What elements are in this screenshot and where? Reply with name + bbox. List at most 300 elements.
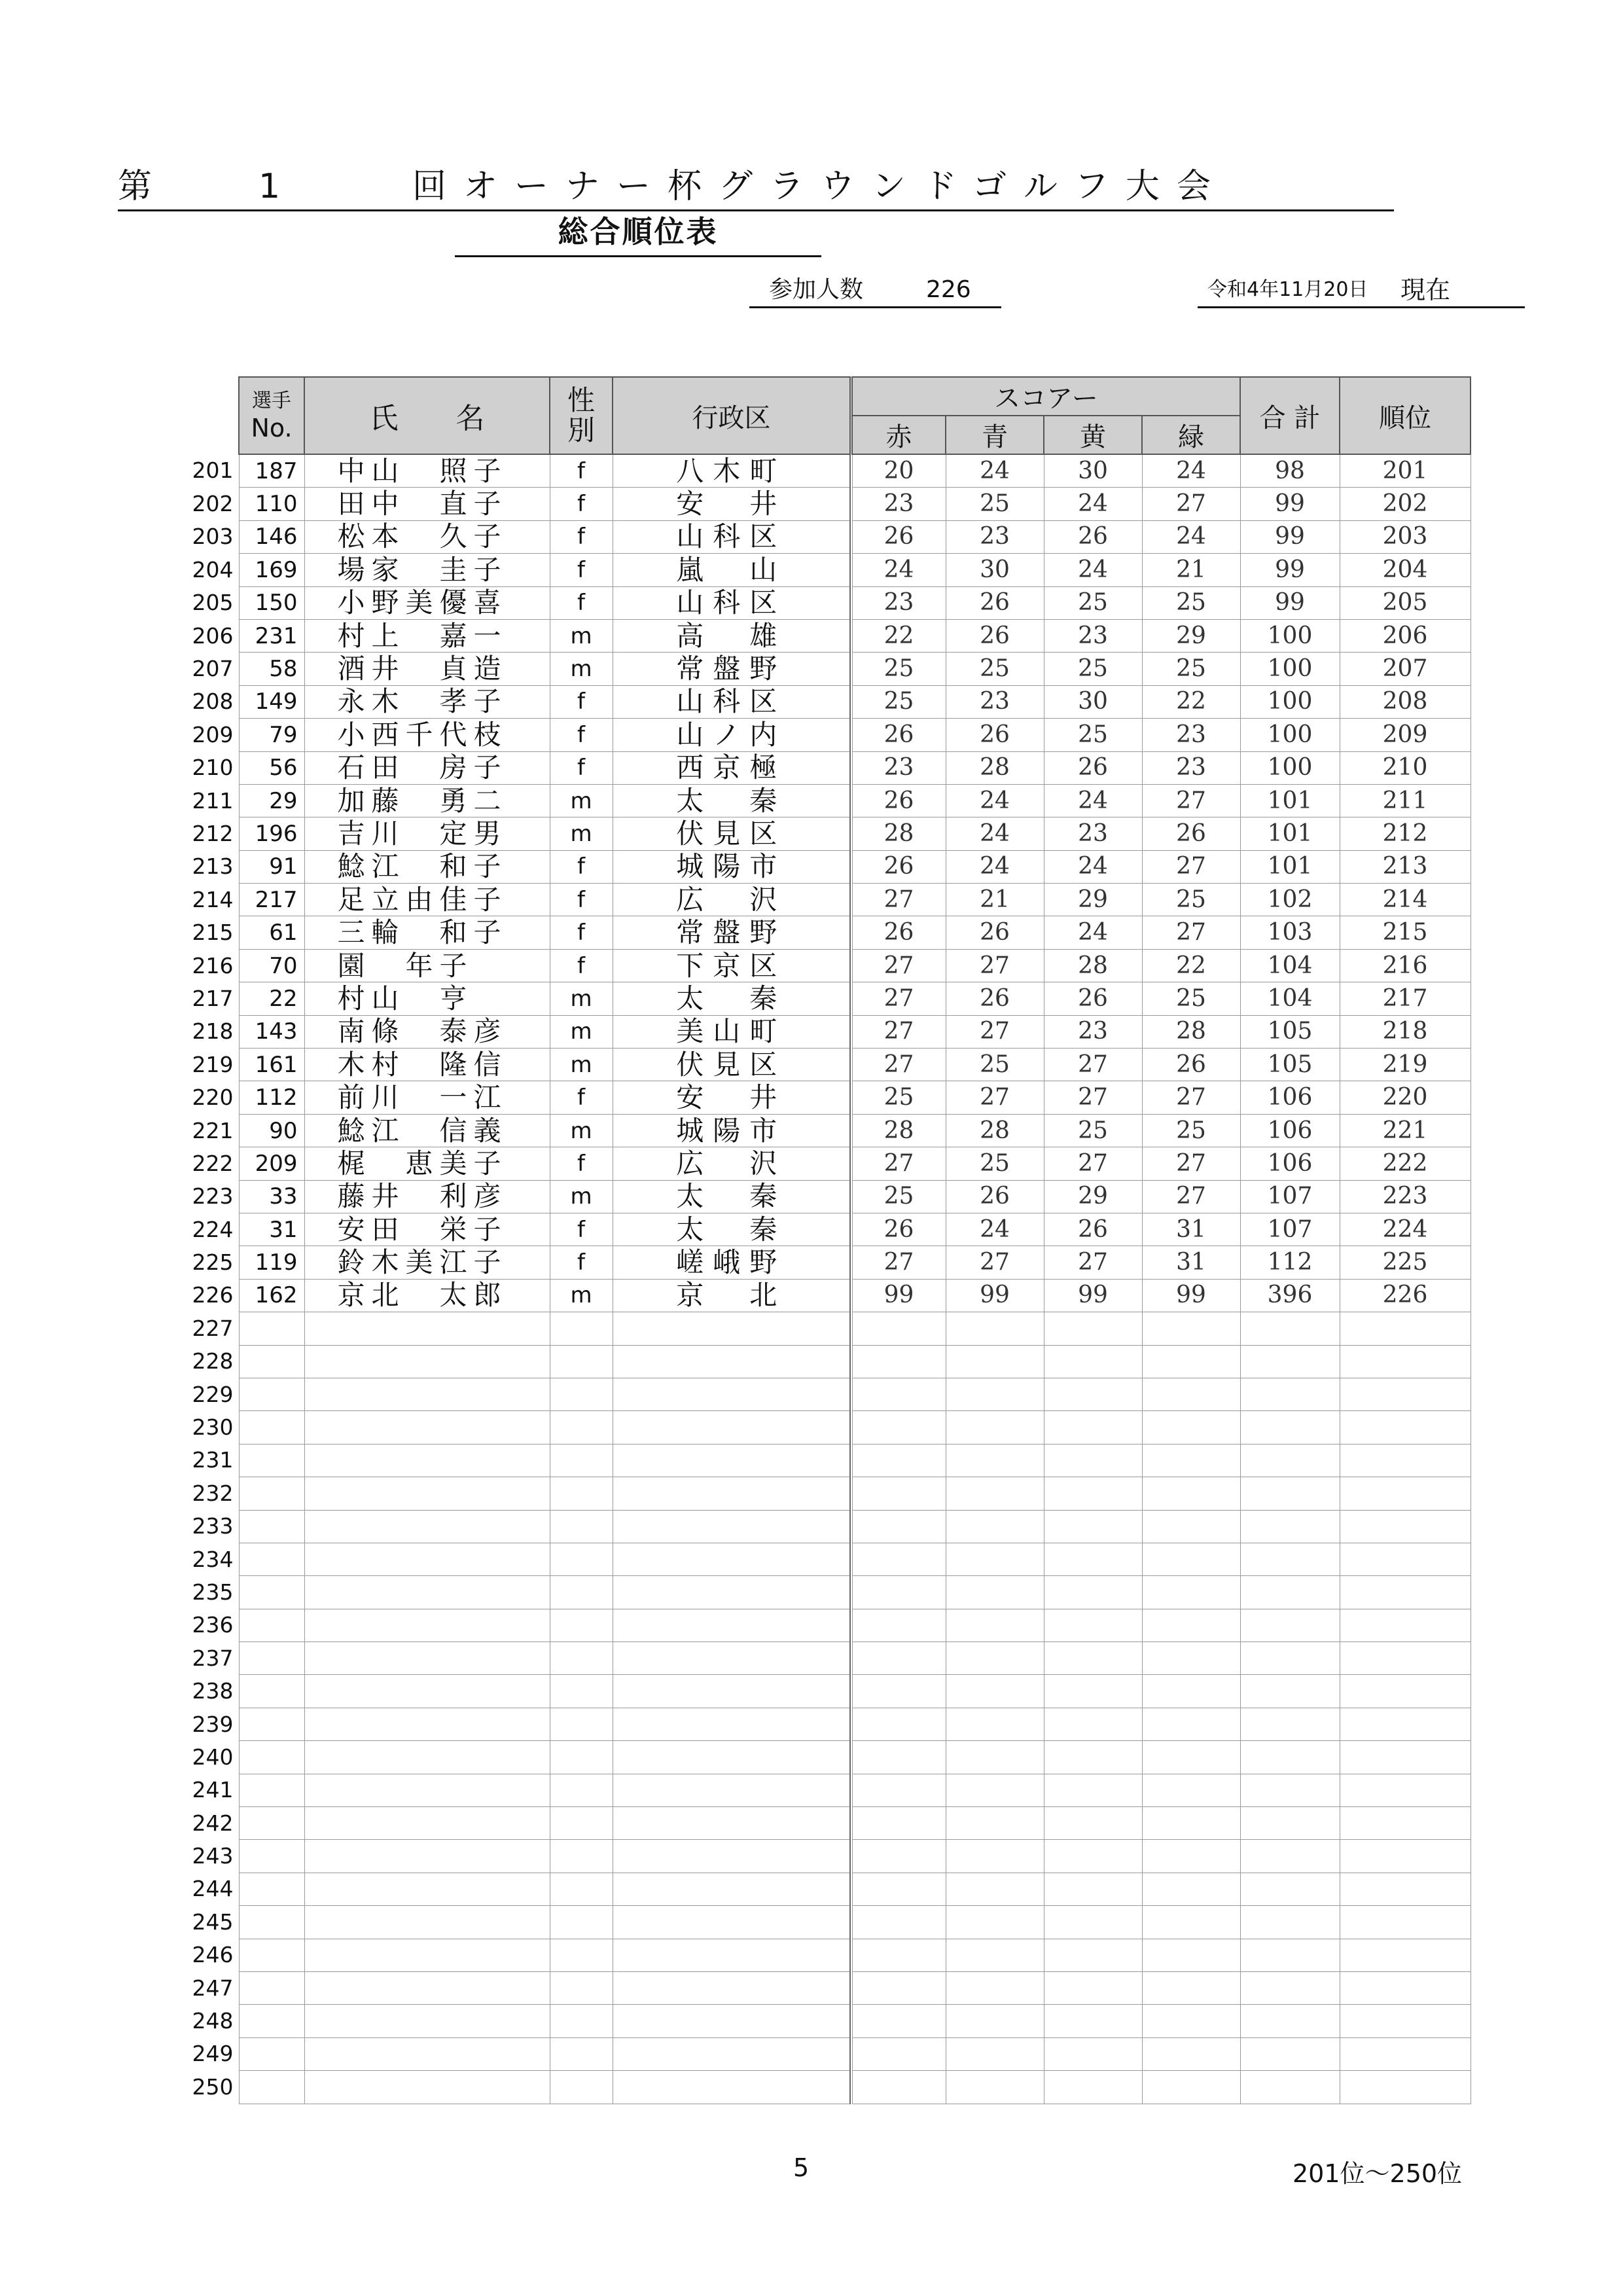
player-no-cell: [239, 1939, 304, 1971]
name-cell: [304, 1675, 550, 1708]
player-no-cell: [239, 2037, 304, 2070]
total-cell: [1240, 1708, 1340, 1740]
green-score-cell: [1142, 1807, 1240, 1840]
total-cell: [1240, 1477, 1340, 1510]
participant-count: [749, 274, 1001, 308]
red-score-cell: [852, 1378, 946, 1410]
total-cell: [1240, 1807, 1340, 1840]
yellow-score-cell: [1044, 1741, 1142, 1774]
place-cell: 205: [1340, 586, 1471, 619]
ward-cell: [613, 1576, 850, 1609]
place-cell: [1340, 1708, 1471, 1740]
red-score-cell: 23: [852, 488, 946, 520]
rank-cell: 242: [192, 1810, 234, 1836]
yellow-score-cell: 23: [1044, 619, 1142, 652]
name-cell: [304, 1444, 550, 1477]
yellow-score-cell: [1044, 1378, 1142, 1410]
green-score-cell: [1142, 1444, 1240, 1477]
page-number: 5: [793, 2153, 810, 2182]
player-no-cell: 91: [239, 850, 304, 883]
gender-cell: f: [550, 751, 613, 784]
gender-cell: [550, 1774, 613, 1806]
gender-cell: [550, 2005, 613, 2037]
blue-score-cell: 26: [946, 982, 1044, 1015]
rank-cell: 225: [192, 1249, 234, 1276]
total-cell: [1240, 2071, 1340, 2104]
rank-cell: 243: [192, 1843, 234, 1869]
place-cell: 222: [1340, 1147, 1471, 1180]
blue-score-cell: 24: [946, 850, 1044, 883]
rank-cell: 229: [192, 1381, 234, 1407]
player-no-cell: [239, 1971, 304, 2004]
total-cell: 103: [1240, 916, 1340, 949]
ward-cell: [613, 2005, 850, 2037]
yellow-score-cell: 26: [1044, 982, 1142, 1015]
total-cell: 104: [1240, 949, 1340, 982]
rank-cell: 227: [192, 1315, 234, 1341]
total-cell: 106: [1240, 1147, 1340, 1180]
name-cell: 梶 恵美子: [304, 1147, 550, 1180]
red-score-cell: [852, 2071, 946, 2104]
gender-cell: m: [550, 619, 613, 652]
rank-cell: 215: [192, 920, 234, 946]
rank-range-label: 201位～250位: [1293, 2159, 1463, 2188]
place-cell: [1340, 1906, 1471, 1939]
ward-cell: 太 秦: [613, 1180, 850, 1213]
blue-score-cell: 99: [946, 1279, 1044, 1312]
col-gender-top: 性: [567, 384, 595, 416]
name-cell: 園 年子: [304, 949, 550, 982]
green-score-cell: [1142, 1939, 1240, 1971]
ward-cell: [613, 1774, 850, 1806]
col-yellow: 黄: [1044, 416, 1142, 454]
player-no-cell: [239, 1411, 304, 1444]
table-row: [183, 1444, 1471, 1477]
rank-cell: 211: [192, 787, 234, 814]
green-score-cell: 22: [1142, 949, 1240, 982]
player-no-cell: 112: [239, 1081, 304, 1114]
green-score-cell: 25: [1142, 982, 1240, 1015]
player-no-cell: [239, 1906, 304, 1939]
blue-score-cell: 23: [946, 520, 1044, 553]
red-score-cell: [852, 1774, 946, 1806]
col-blue: 青: [946, 416, 1044, 454]
player-no-cell: [239, 1345, 304, 1378]
blue-score-cell: [946, 1345, 1044, 1378]
total-cell: [1240, 1576, 1340, 1609]
table-row: [183, 1609, 1471, 1641]
gender-cell: [550, 1675, 613, 1708]
table-row: [183, 1015, 1471, 1048]
red-score-cell: [852, 1345, 946, 1378]
player-no-cell: 150: [239, 586, 304, 619]
yellow-score-cell: 27: [1044, 1147, 1142, 1180]
green-score-cell: 27: [1142, 916, 1240, 949]
total-cell: [1240, 2005, 1340, 2037]
gender-cell: f: [550, 554, 613, 586]
table-row: [183, 520, 1471, 553]
yellow-score-cell: [1044, 1642, 1142, 1675]
ward-cell: [613, 1939, 850, 1971]
gender-cell: m: [550, 817, 613, 850]
name-cell: [304, 1477, 550, 1510]
yellow-score-cell: 24: [1044, 554, 1142, 586]
red-score-cell: 20: [852, 454, 946, 488]
red-score-cell: [852, 1609, 946, 1641]
player-no-cell: 217: [239, 884, 304, 916]
ward-cell: 嵐 山: [613, 554, 850, 586]
blue-score-cell: 27: [946, 949, 1044, 982]
blue-score-cell: 26: [946, 719, 1044, 751]
col-player-no-top: 選手: [252, 389, 291, 412]
blue-score-cell: 23: [946, 685, 1044, 718]
total-cell: 107: [1240, 1213, 1340, 1246]
red-score-cell: [852, 1510, 946, 1543]
name-cell: 鯰江 信義: [304, 1114, 550, 1147]
name-cell: [304, 1543, 550, 1575]
green-score-cell: [1142, 1675, 1240, 1708]
yellow-score-cell: 30: [1044, 454, 1142, 488]
yellow-score-cell: [1044, 1807, 1142, 1840]
red-score-cell: [852, 2005, 946, 2037]
table-row: [183, 1213, 1471, 1246]
total-cell: 396: [1240, 1279, 1340, 1312]
rank-cell: 228: [192, 1348, 234, 1374]
name-cell: [304, 1807, 550, 1840]
green-score-cell: [1142, 1378, 1240, 1410]
rank-cell: 223: [192, 1183, 234, 1210]
table-row: [183, 916, 1471, 949]
gender-cell: f: [550, 719, 613, 751]
place-cell: [1340, 1939, 1471, 1971]
table-row: [183, 1873, 1471, 1905]
blue-score-cell: [946, 2037, 1044, 2070]
ward-cell: 伏見区: [613, 1049, 850, 1081]
gender-cell: f: [550, 586, 613, 619]
green-score-cell: 29: [1142, 619, 1240, 652]
yellow-score-cell: [1044, 1873, 1142, 1905]
gender-cell: [550, 1971, 613, 2004]
green-score-cell: [1142, 2005, 1240, 2037]
table-row: [183, 1675, 1471, 1708]
yellow-score-cell: [1044, 1576, 1142, 1609]
red-score-cell: [852, 1444, 946, 1477]
red-score-cell: [852, 1576, 946, 1609]
name-cell: 村上 嘉一: [304, 619, 550, 652]
rank-cell: 237: [192, 1645, 234, 1671]
yellow-score-cell: 27: [1044, 1081, 1142, 1114]
blue-score-cell: 25: [946, 1049, 1044, 1081]
ward-cell: [613, 1840, 850, 1873]
place-cell: [1340, 1411, 1471, 1444]
player-no-cell: 29: [239, 784, 304, 817]
table-row: [183, 1180, 1471, 1213]
place-cell: [1340, 1477, 1471, 1510]
table-row: [183, 817, 1471, 850]
total-cell: [1240, 1411, 1340, 1444]
table-row: [183, 1312, 1471, 1345]
ward-cell: 山科区: [613, 586, 850, 619]
place-cell: [1340, 1543, 1471, 1575]
ward-cell: [613, 1378, 850, 1410]
rank-cell: 209: [192, 721, 234, 747]
player-no-cell: 169: [239, 554, 304, 586]
green-score-cell: 25: [1142, 1114, 1240, 1147]
player-no-cell: [239, 1741, 304, 1774]
table-row: [183, 1246, 1471, 1279]
ward-cell: 山科区: [613, 685, 850, 718]
player-no-cell: 33: [239, 1180, 304, 1213]
as-of-label: 現在: [1400, 276, 1451, 304]
rank-cell: 220: [192, 1085, 234, 1111]
red-score-cell: [852, 1971, 946, 2004]
green-score-cell: 23: [1142, 751, 1240, 784]
place-cell: [1340, 1873, 1471, 1905]
name-cell: 藤井 利彦: [304, 1180, 550, 1213]
total-cell: 100: [1240, 719, 1340, 751]
name-cell: 京北 太郎: [304, 1279, 550, 1312]
green-score-cell: [1142, 1543, 1240, 1575]
name-cell: [304, 1411, 550, 1444]
gender-cell: f: [550, 1081, 613, 1114]
ranking-table: [183, 376, 1471, 2104]
player-no-cell: [239, 1609, 304, 1641]
blue-score-cell: [946, 1971, 1044, 2004]
table-row: [183, 2071, 1471, 2104]
total-cell: 106: [1240, 1081, 1340, 1114]
col-gender: [550, 377, 613, 454]
table-row: [183, 1049, 1471, 1081]
blue-score-cell: 21: [946, 884, 1044, 916]
place-cell: [1340, 1345, 1471, 1378]
green-score-cell: [1142, 1741, 1240, 1774]
total-cell: [1240, 1312, 1340, 1345]
place-cell: 225: [1340, 1246, 1471, 1279]
player-no-cell: [239, 1576, 304, 1609]
ward-cell: [613, 1477, 850, 1510]
name-cell: [304, 1378, 550, 1410]
red-score-cell: 26: [852, 719, 946, 751]
name-cell: [304, 1510, 550, 1543]
name-cell: [304, 1873, 550, 1905]
player-no-cell: [239, 1873, 304, 1905]
name-cell: [304, 1345, 550, 1378]
col-score: スコアー: [852, 377, 1240, 416]
green-score-cell: 24: [1142, 454, 1240, 488]
tournament-title: 回オーナー杯グラウンドゴルフ大会: [412, 167, 1228, 206]
yellow-score-cell: 25: [1044, 719, 1142, 751]
ward-cell: 八木町: [613, 454, 850, 488]
rank-cell: 235: [192, 1579, 234, 1605]
green-score-cell: [1142, 1477, 1240, 1510]
table-row: [183, 1147, 1471, 1180]
name-cell: 木村 隆信: [304, 1049, 550, 1081]
place-cell: 218: [1340, 1015, 1471, 1048]
table-row: [183, 719, 1471, 751]
green-score-cell: 25: [1142, 586, 1240, 619]
blue-score-cell: 26: [946, 916, 1044, 949]
rank-cell: 208: [192, 689, 234, 715]
participant-count-label: 参加人数: [769, 276, 864, 303]
name-cell: [304, 2005, 550, 2037]
yellow-score-cell: 25: [1044, 1114, 1142, 1147]
green-score-cell: [1142, 1906, 1240, 1939]
gender-cell: f: [550, 1213, 613, 1246]
green-score-cell: [1142, 1971, 1240, 2004]
green-score-cell: 25: [1142, 653, 1240, 685]
green-score-cell: 99: [1142, 1279, 1240, 1312]
blue-score-cell: [946, 1741, 1044, 1774]
name-cell: 鯰江 和子: [304, 850, 550, 883]
total-cell: 100: [1240, 751, 1340, 784]
gender-cell: f: [550, 520, 613, 553]
table-row: [183, 1576, 1471, 1609]
player-no-cell: 119: [239, 1246, 304, 1279]
ward-cell: 下京区: [613, 949, 850, 982]
gender-cell: f: [550, 488, 613, 520]
player-no-cell: [239, 2071, 304, 2104]
rank-cell: 221: [192, 1117, 234, 1143]
blue-score-cell: [946, 1906, 1044, 1939]
rank-cell: 240: [192, 1744, 234, 1770]
place-cell: [1340, 1642, 1471, 1675]
player-no-cell: 162: [239, 1279, 304, 1312]
table-row: [183, 1543, 1471, 1575]
red-score-cell: 26: [852, 1213, 946, 1246]
green-score-cell: 23: [1142, 719, 1240, 751]
yellow-score-cell: 29: [1044, 884, 1142, 916]
place-cell: [1340, 2071, 1471, 2104]
rank-cell: 238: [192, 1678, 234, 1704]
player-no-cell: 22: [239, 982, 304, 1015]
blue-score-cell: 30: [946, 554, 1044, 586]
player-no-cell: [239, 1510, 304, 1543]
gender-cell: [550, 1510, 613, 1543]
rank-cell: 202: [192, 491, 234, 517]
total-cell: [1240, 1774, 1340, 1806]
table-row: [183, 1477, 1471, 1510]
place-cell: 224: [1340, 1213, 1471, 1246]
table-row: [183, 1906, 1471, 1939]
player-no-cell: 58: [239, 653, 304, 685]
rank-cell: 218: [192, 1018, 234, 1045]
total-cell: 104: [1240, 982, 1340, 1015]
red-score-cell: [852, 1906, 946, 1939]
col-player-no: [239, 377, 304, 454]
gender-cell: [550, 1477, 613, 1510]
red-score-cell: 22: [852, 619, 946, 652]
name-cell: [304, 1939, 550, 1971]
blue-score-cell: [946, 1840, 1044, 1873]
yellow-score-cell: 26: [1044, 751, 1142, 784]
col-player-no-bottom: No.: [251, 414, 293, 442]
col-ward: 行政区: [613, 377, 850, 454]
title-line: [118, 164, 1394, 211]
page-subtitle: 総合順位表: [455, 211, 821, 257]
name-cell: [304, 1741, 550, 1774]
red-score-cell: 27: [852, 1015, 946, 1048]
red-score-cell: [852, 1807, 946, 1840]
red-score-cell: 27: [852, 949, 946, 982]
place-cell: [1340, 1807, 1471, 1840]
blue-score-cell: 24: [946, 454, 1044, 488]
ward-cell: [613, 1444, 850, 1477]
green-score-cell: 27: [1142, 1147, 1240, 1180]
yellow-score-cell: [1044, 1906, 1142, 1939]
rank-cell: 217: [192, 985, 234, 1011]
green-score-cell: [1142, 1345, 1240, 1378]
ward-cell: [613, 2071, 850, 2104]
ward-cell: 広 沢: [613, 1147, 850, 1180]
player-no-cell: 196: [239, 817, 304, 850]
table-row: [183, 554, 1471, 586]
total-cell: 100: [1240, 619, 1340, 652]
ward-cell: [613, 1873, 850, 1905]
ward-cell: [613, 1312, 850, 1345]
green-score-cell: [1142, 1642, 1240, 1675]
player-no-cell: [239, 1312, 304, 1345]
ward-cell: 安 井: [613, 488, 850, 520]
place-cell: 221: [1340, 1114, 1471, 1147]
place-cell: 220: [1340, 1081, 1471, 1114]
blue-score-cell: [946, 1543, 1044, 1575]
yellow-score-cell: 27: [1044, 1246, 1142, 1279]
table-row: [183, 1411, 1471, 1444]
red-score-cell: 25: [852, 1180, 946, 1213]
ward-cell: 城陽市: [613, 850, 850, 883]
blue-score-cell: 27: [946, 1081, 1044, 1114]
total-cell: [1240, 1939, 1340, 1971]
blue-score-cell: 24: [946, 817, 1044, 850]
name-cell: 足立由佳子: [304, 884, 550, 916]
total-cell: 105: [1240, 1015, 1340, 1048]
total-cell: 99: [1240, 520, 1340, 553]
gender-cell: [550, 1708, 613, 1740]
green-score-cell: 27: [1142, 850, 1240, 883]
place-cell: 215: [1340, 916, 1471, 949]
tournament-number: 1: [259, 167, 281, 206]
player-no-cell: [239, 1444, 304, 1477]
col-green: 緑: [1142, 416, 1240, 454]
yellow-score-cell: [1044, 2037, 1142, 2070]
place-cell: [1340, 1576, 1471, 1609]
gender-cell: [550, 1873, 613, 1905]
green-score-cell: 27: [1142, 784, 1240, 817]
red-score-cell: 28: [852, 1114, 946, 1147]
blue-score-cell: [946, 1444, 1044, 1477]
name-cell: 小野美優喜: [304, 586, 550, 619]
gender-cell: f: [550, 1246, 613, 1279]
blue-score-cell: [946, 1939, 1044, 1971]
yellow-score-cell: [1044, 1609, 1142, 1641]
gender-cell: [550, 2071, 613, 2104]
green-score-cell: [1142, 2071, 1240, 2104]
green-score-cell: 26: [1142, 1049, 1240, 1081]
red-score-cell: 28: [852, 817, 946, 850]
red-score-cell: [852, 1708, 946, 1740]
ward-cell: 太 秦: [613, 784, 850, 817]
gender-cell: [550, 1939, 613, 1971]
yellow-score-cell: 26: [1044, 520, 1142, 553]
yellow-score-cell: 30: [1044, 685, 1142, 718]
red-score-cell: [852, 1741, 946, 1774]
name-cell: 場家 圭子: [304, 554, 550, 586]
blue-score-cell: [946, 1312, 1044, 1345]
name-cell: 中山 照子: [304, 454, 550, 488]
rank-cell: 250: [192, 2073, 234, 2100]
red-score-cell: 24: [852, 554, 946, 586]
place-cell: 219: [1340, 1049, 1471, 1081]
